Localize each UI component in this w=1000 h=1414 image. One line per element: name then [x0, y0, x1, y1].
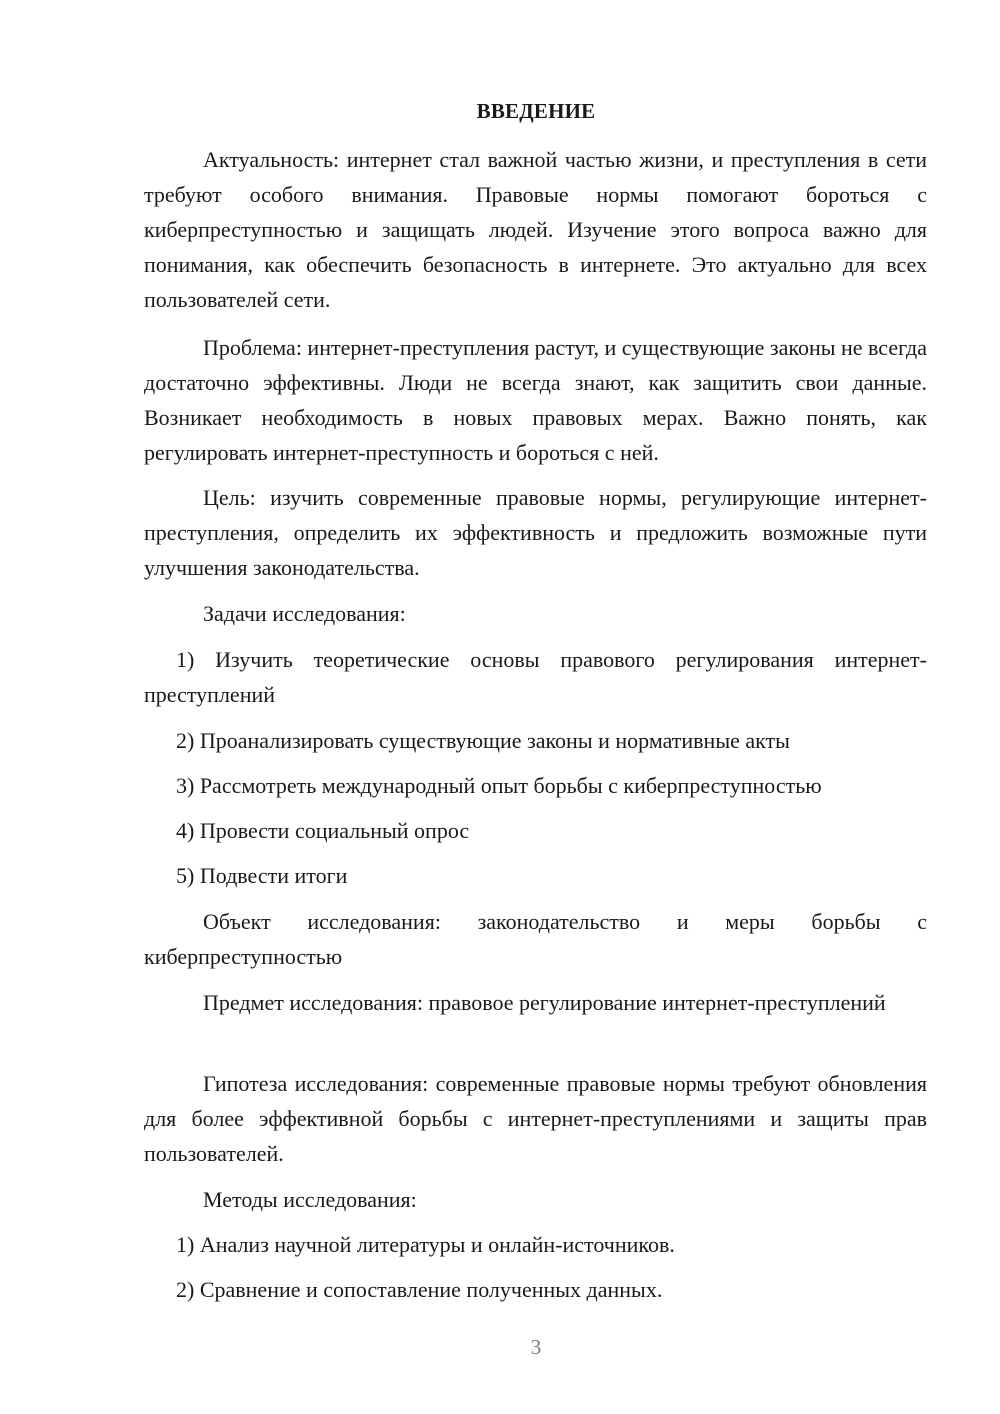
- method-item-1: 1) Анализ научной литературы и онлайн-источников.: [176, 1232, 675, 1257]
- relevance-paragraph: Актуальность: интернет стал важной частью жизни, и преступления в сети требуют особого внимания. Правовые нормы помогают бороться с киберпреступностью и защищать людей. Изучение этого вопроса важно для понимания, как обеспечить безопасность в интернете. Это актуально для всех пользователей сети.: [144, 147, 927, 312]
- task-item-2: 2) Проанализировать существующие законы и нормативные акты: [176, 728, 790, 753]
- methods-heading: Методы исследования:: [203, 1187, 417, 1212]
- task-item-5: 5) Подвести итоги: [176, 863, 348, 888]
- task-item-1: 1) Изучить теоретические основы правового регулирования интернет-преступлений: [144, 647, 927, 707]
- object-paragraph: Объект исследования: законодательство и меры борьбы с киберпреступностью: [144, 909, 927, 969]
- page-title: ВВЕДЕНИЕ: [476, 99, 596, 123]
- page-number: 3: [530, 1335, 542, 1359]
- tasks-heading: Задачи исследования:: [203, 601, 406, 626]
- hypothesis-paragraph: Гипотеза исследования: современные правовые нормы требуют обновления для более эффективной борьбы с интернет-преступлениями и защиты прав пользователей.: [144, 1071, 927, 1166]
- subject-paragraph: Предмет исследования: правовое регулирование интернет-преступлений: [203, 990, 886, 1015]
- method-item-2: 2) Сравнение и сопоставление полученных данных.: [176, 1277, 663, 1302]
- goal-paragraph: Цель: изучить современные правовые нормы, регулирующие интернет-преступления, определить их эффективность и предложить возможные пути улучшения законодательства.: [144, 485, 927, 580]
- problem-paragraph: Проблема: интернет-преступления растут, и существующие законы не всегда достаточно эффективны. Люди не всегда знают, как защитить свои данные. Возникает необходимость в новых правовых мерах. Важно понять, как регулировать интернет-преступность и бороться с ней.: [144, 335, 927, 465]
- task-item-3: 3) Рассмотреть международный опыт борьбы с киберпреступностью: [176, 773, 822, 798]
- task-item-4: 4) Провести социальный опрос: [176, 818, 470, 843]
